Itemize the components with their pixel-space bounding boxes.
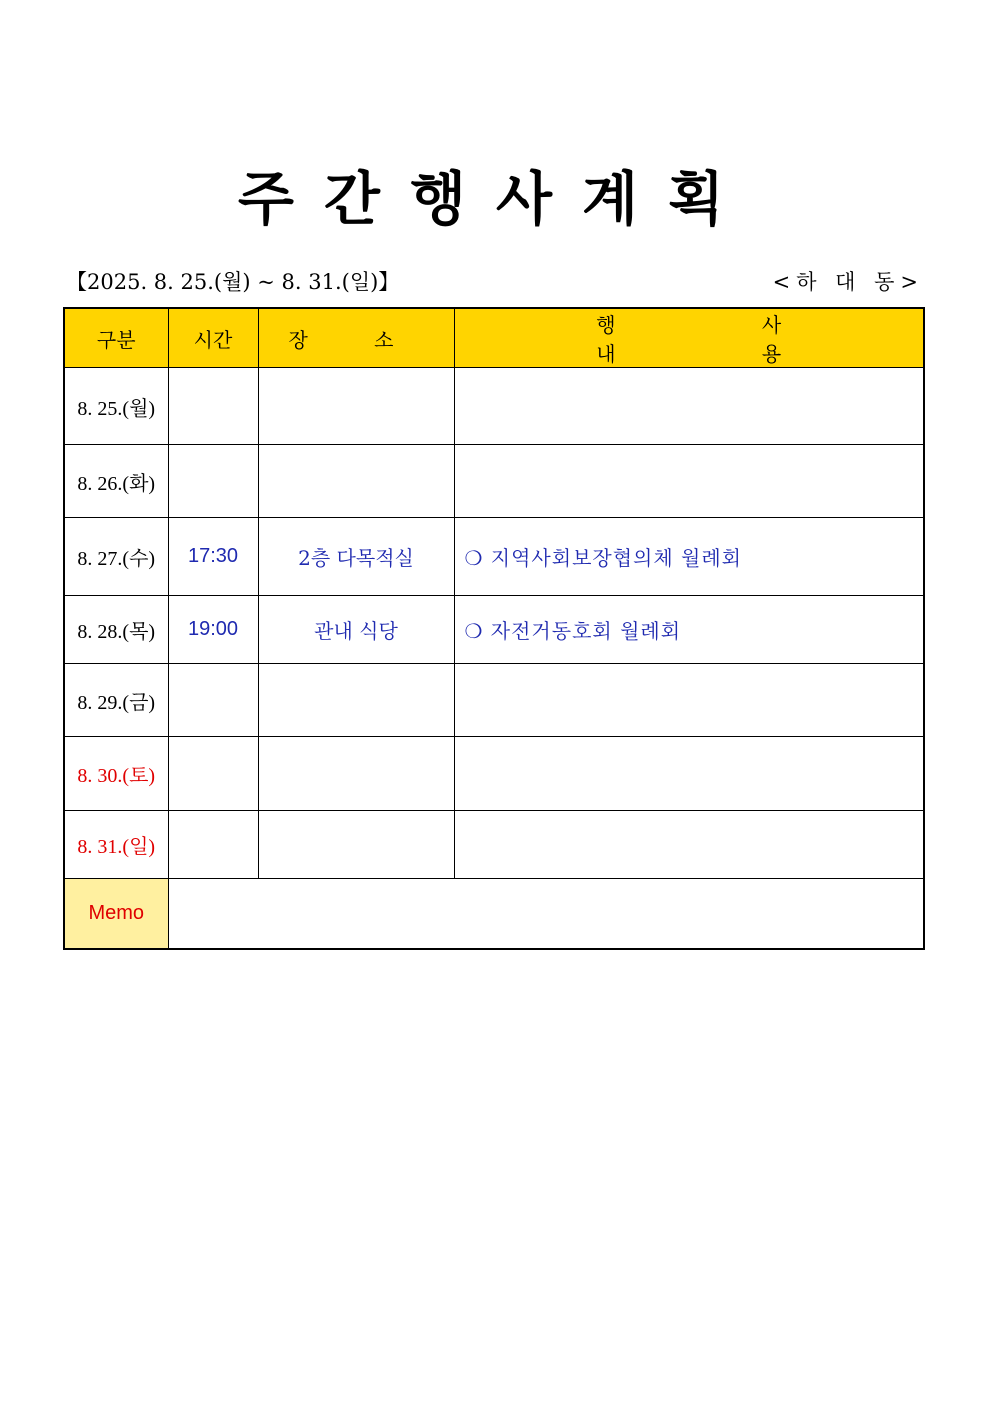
- header-row: [64, 308, 924, 368]
- time-cell: [168, 368, 258, 445]
- header-day: 구분: [64, 308, 168, 368]
- table-row: [64, 445, 924, 518]
- header-place: 장 소: [258, 308, 454, 368]
- page-title: 주간행사계획: [237, 165, 755, 233]
- schedule-table: [63, 307, 925, 950]
- event-cell: [454, 811, 924, 879]
- time-cell: [168, 664, 258, 737]
- table-row: [64, 664, 924, 737]
- memo-label: Memo: [64, 879, 168, 949]
- event-cell: ❍ 자전거동호회 월례회: [454, 596, 924, 664]
- event-cell: ❍ 지역사회보장협의체 월례회: [454, 518, 924, 596]
- time-cell: 19:00: [168, 596, 258, 664]
- time-cell: [168, 811, 258, 879]
- day-cell: 8. 30.(토): [64, 737, 168, 811]
- place-cell: [258, 445, 454, 518]
- table-row: [64, 368, 924, 445]
- place-cell: [258, 368, 454, 445]
- day-cell: 8. 28.(목): [64, 596, 168, 664]
- day-cell: 8. 25.(월): [64, 368, 168, 445]
- day-cell: 8. 29.(금): [64, 664, 168, 737]
- header-time: 시간: [168, 308, 258, 368]
- event-cell: [454, 737, 924, 811]
- time-cell: [168, 445, 258, 518]
- day-cell: 8. 27.(수): [64, 518, 168, 596]
- place-cell: [258, 737, 454, 811]
- place-cell: 관내 식당: [258, 596, 454, 664]
- time-cell: [168, 737, 258, 811]
- day-cell: 8. 26.(화): [64, 445, 168, 518]
- table-row: [64, 596, 924, 664]
- table-row: [64, 737, 924, 811]
- day-cell: 8. 31.(일): [64, 811, 168, 879]
- time-cell: 17:30: [168, 518, 258, 596]
- date-range: 【2025. 8. 25.(월) ~ 8. 31.(일)】: [66, 270, 400, 294]
- event-cell: [454, 445, 924, 518]
- memo-content: [168, 879, 924, 949]
- event-cell: [454, 664, 924, 737]
- district-name: <하 대 동>: [772, 270, 924, 294]
- header-event: 행 사 내 용: [454, 308, 924, 368]
- memo-row: [64, 879, 924, 949]
- place-cell: [258, 811, 454, 879]
- table-row: [64, 811, 924, 879]
- place-cell: [258, 664, 454, 737]
- place-cell: 2층 다목적실: [258, 518, 454, 596]
- table-row: [64, 518, 924, 596]
- event-cell: [454, 368, 924, 445]
